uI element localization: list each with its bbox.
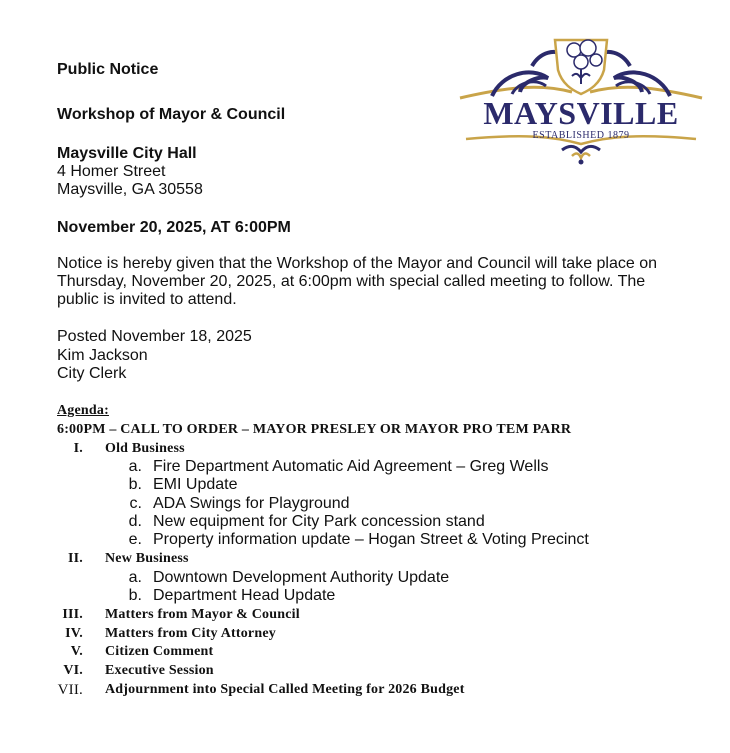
- venue-city: Maysville, GA 30558: [57, 181, 203, 198]
- notice-title: Public Notice: [57, 61, 159, 78]
- section-title: Matters from City Attorney: [105, 626, 276, 641]
- item-letter: a.: [128, 569, 142, 586]
- section-numeral: IV.: [65, 626, 83, 641]
- venue-street: 4 Homer Street: [57, 163, 166, 180]
- section-title: Executive Session: [105, 663, 214, 678]
- meeting-datetime: November 20, 2025, AT 6:00PM: [57, 219, 291, 236]
- notice-line-2: Thursday, November 20, 2025, at 6:00pm with special called meeting to follow. The: [57, 273, 646, 290]
- section-title: Old Business: [105, 441, 185, 456]
- item-letter: c.: [129, 495, 142, 512]
- notice-line-3: public is invited to attend.: [57, 291, 237, 308]
- agenda-item: ADA Swings for Playground: [153, 495, 350, 512]
- item-letter: d.: [128, 513, 142, 530]
- section-title: New Business: [105, 551, 189, 566]
- section-numeral: V.: [70, 644, 83, 659]
- section-title: Matters from Mayor & Council: [105, 607, 300, 622]
- section-numeral: VII.: [57, 682, 83, 698]
- clerk-name: Kim Jackson: [57, 347, 148, 364]
- section-numeral: VI.: [63, 663, 83, 678]
- section-numeral: I.: [73, 441, 83, 456]
- agenda-item: Property information update – Hogan Street & Voting Precinct: [153, 531, 589, 548]
- agenda-heading: Agenda:: [57, 403, 109, 418]
- maysville-logo: [452, 26, 710, 166]
- agenda-item: EMI Update: [153, 476, 238, 493]
- section-title: Citizen Comment: [105, 644, 214, 659]
- agenda-item: New equipment for City Park concession stand: [153, 513, 485, 530]
- item-letter: e.: [128, 531, 142, 548]
- item-letter: b.: [128, 587, 142, 604]
- item-letter: b.: [128, 476, 142, 493]
- clerk-role: City Clerk: [57, 365, 127, 382]
- event-title: Workshop of Mayor & Council: [57, 106, 286, 123]
- agenda-item: Fire Department Automatic Aid Agreement – Greg Wells: [153, 458, 549, 475]
- section-numeral: II.: [68, 551, 83, 566]
- section-title: Adjournment into Special Called Meeting for 2026 Budget: [105, 682, 465, 697]
- agenda-item: Department Head Update: [153, 587, 336, 604]
- call-to-order: 6:00PM – CALL TO ORDER – MAYOR PRESLEY OR MAYOR PRO TEM PARR: [57, 422, 572, 437]
- notice-line-1: Notice is hereby given that the Workshop of the Mayor and Council will take place on: [57, 255, 658, 272]
- section-numeral: III.: [62, 607, 83, 622]
- item-letter: a.: [128, 458, 142, 475]
- logo-name: MAYSVILLE: [483, 95, 679, 131]
- venue-name: Maysville City Hall: [57, 145, 197, 162]
- agenda-item: Downtown Development Authority Update: [153, 569, 450, 586]
- posted-date: Posted November 18, 2025: [57, 328, 252, 345]
- logo-established: ESTABLISHED 1879: [532, 130, 630, 141]
